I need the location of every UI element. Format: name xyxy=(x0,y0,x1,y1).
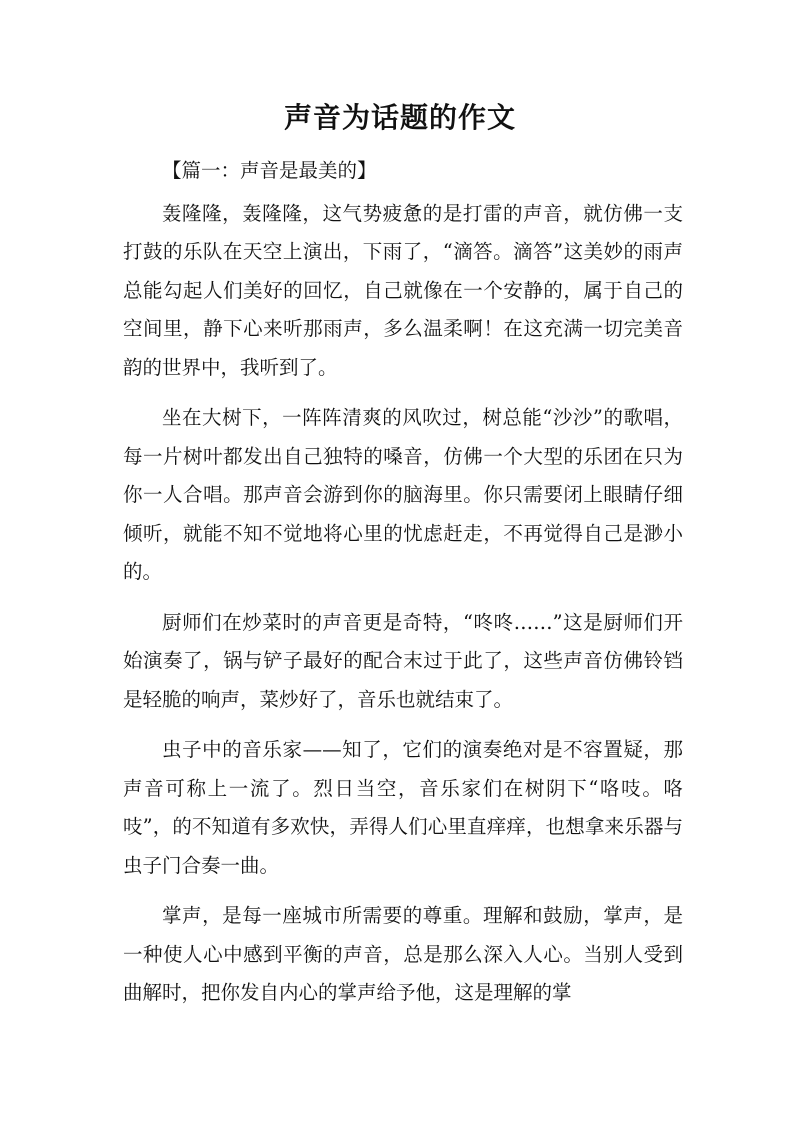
paragraph-cooking: 厨师们在炒菜时的声音更是奇特，“咚咚……”这是厨师们开始演奏了，锅与铲子最好的配合末过于此了，这些声音仿佛铃铛是轻脆的响声，菜炒好了，音乐也就结束了。 xyxy=(123,610,683,711)
paragraph-thunder-rain: 轰隆隆，轰隆隆，这气势疲惫的是打雷的声音，就仿佛一支打鼓的乐队在天空上演出，下雨了，“滴答。滴答”这美妙的雨声总能勾起人们美好的回忆，自己就像在一个安静的，属于自己的空间里，静下心来听那雨声，多么温柔啊！在这充满一切完美音韵的世界中，我听到了。 xyxy=(123,201,683,379)
paragraph-tree-wind: 坐在大树下，一阵阵清爽的风吹过，树总能“沙沙”的歌唱，每一片树叶都发出自己独特的嗓音，仿佛一个大型的乐团在只为你一人合唱。那声音会游到你的脑海里。你只需要闭上眼睛仔细倾听，就能不知不觉地将心里的忧虑赶走，不再觉得自己是渺小的。 xyxy=(123,406,683,583)
paragraph-cicada: 虫子中的音乐家——知了，它们的演奏绝对是不容置疑，那声音可称上一流了。烈日当空，音乐家们在树阴下“咯吱。咯吱”，的不知道有多欢快，弄得人们心里直痒痒，也想拿来乐器与虫子门合奏一曲。 xyxy=(123,738,683,877)
document-body xyxy=(123,152,683,1025)
paragraph-applause: 掌声，是每一座城市所需要的尊重。理解和鼓励，掌声，是一种使人心中感到平衡的声音，总是那么深入人心。当别人受到曲解时，把你发自内心的掌声给予他，这是理解的掌 xyxy=(123,904,683,1004)
document-title: 声音为话题的作文 xyxy=(283,101,516,134)
section-heading: 【篇一：声音是最美的】 xyxy=(162,159,377,182)
